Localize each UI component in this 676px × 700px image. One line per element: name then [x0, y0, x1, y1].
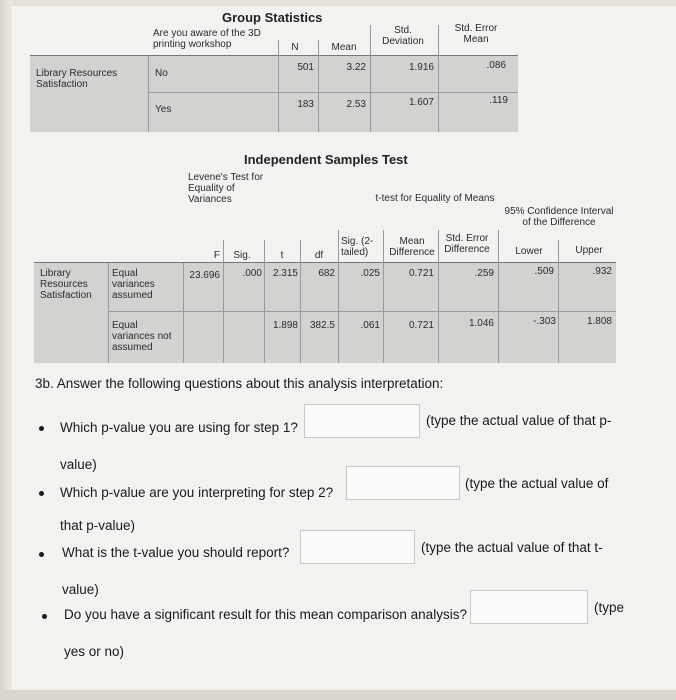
row1-std-error-diff: .259 — [474, 268, 494, 279]
bullet-icon — [42, 614, 47, 619]
question-1-answer-field[interactable] — [304, 404, 420, 438]
group-no-label: No — [155, 68, 168, 79]
question-4-hint: (type — [594, 600, 625, 615]
equal-variances-not-assumed-label: Equal variances not assumed — [112, 320, 172, 353]
group-row-label: Library Resources Satisfaction — [36, 68, 118, 90]
row2-sig2: .061 — [360, 320, 380, 331]
row1-lower: .509 — [534, 266, 554, 277]
col-std-deviation-header: Std. Deviation — [382, 25, 424, 47]
row1-t: 2.315 — [272, 268, 298, 279]
question-3-hint: (type the actual value of that t- — [421, 540, 603, 555]
col-t-header: t — [280, 250, 284, 261]
group-column-header: Are you aware of the 3D printing workshop — [153, 28, 261, 50]
col-f-header: F — [213, 250, 220, 261]
col-mean-header: Mean — [331, 42, 357, 53]
question-2-hint: (type the actual value of — [465, 476, 609, 491]
group-statistics-title: Group Statistics — [222, 10, 323, 25]
row2-upper: 1.808 — [586, 316, 612, 327]
photo-top-edge — [0, 0, 676, 6]
col-upper-header: Upper — [575, 245, 603, 256]
col-lower-header: Lower — [515, 246, 543, 257]
group-no-mean: 3.22 — [346, 62, 366, 73]
bullet-icon — [39, 491, 44, 496]
independent-test-title: Independent Samples Test — [244, 152, 408, 167]
question-1-hint: (type the actual value of that p- — [426, 413, 612, 428]
equal-variances-assumed-label: Equal variances assumed — [112, 268, 155, 301]
row1-df: 682 — [318, 268, 335, 279]
col-df-header: df — [314, 250, 324, 261]
row2-df: 382.5 — [309, 320, 335, 331]
question-3-text: What is the t-value you should report? — [62, 545, 290, 560]
row1-mean-diff: 0.721 — [408, 268, 434, 279]
question-4-text: Do you have a significant result for this mean comparison analysis? — [64, 607, 467, 622]
group-yes-se: .119 — [489, 95, 508, 106]
group-yes-label: Yes — [155, 104, 172, 115]
question-4-hint-wrap: yes or no) — [64, 644, 125, 659]
col-sig2-header: Sig. (2-tailed) — [341, 236, 374, 258]
question-2-text: Which p-value are you interpreting for step 2? — [60, 485, 334, 500]
row1-sig: .000 — [242, 268, 262, 279]
test-row-label: Library Resources Satisfaction — [40, 268, 92, 301]
group-yes-n: 183 — [297, 99, 314, 110]
question-3-answer-field[interactable] — [300, 530, 415, 564]
col-sig-header: Sig. — [233, 250, 251, 261]
group-no-se: .086 — [486, 60, 506, 71]
photo-bottom-edge — [0, 690, 676, 700]
question-2-answer-field[interactable] — [346, 466, 460, 500]
row1-sig2: .025 — [360, 268, 380, 279]
col-std-error-diff-header: Std. Error Difference — [444, 233, 490, 255]
bullet-icon — [39, 426, 44, 431]
group-no-n: 501 — [297, 62, 314, 73]
group-yes-mean: 2.53 — [346, 99, 366, 110]
question-2-hint-wrap: that p-value) — [60, 518, 136, 533]
questions-heading: 3b. Answer the following questions about this analysis interpretation: — [35, 376, 444, 391]
row1-f: 23.696 — [189, 270, 220, 281]
question-1-hint-wrap: value) — [60, 457, 97, 472]
question-3-hint-wrap: value) — [62, 582, 99, 597]
row1-upper: .932 — [592, 266, 612, 277]
col-n-header: N — [291, 42, 299, 53]
col-mean-diff-header: Mean Difference — [389, 236, 435, 258]
col-std-error-header: Std. Error Mean — [454, 23, 498, 45]
group-yes-sd: 1.607 — [408, 97, 434, 108]
bullet-icon — [39, 552, 44, 557]
row2-t: 1.898 — [272, 320, 298, 331]
levene-header: Levene's Test for Equality of Variances — [188, 172, 264, 205]
question-4-answer-field[interactable] — [470, 590, 588, 624]
row2-std-error-diff: 1.046 — [468, 318, 494, 329]
ttest-header: t-test for Equality of Means — [375, 193, 495, 204]
ci-header: 95% Confidence Interval of the Difference — [504, 206, 614, 228]
row2-lower: -.303 — [533, 316, 556, 327]
question-1-text: Which p-value you are using for step 1? — [60, 420, 298, 435]
photo-left-edge — [0, 0, 12, 700]
row2-mean-diff: 0.721 — [408, 320, 434, 331]
group-no-sd: 1.916 — [408, 62, 434, 73]
